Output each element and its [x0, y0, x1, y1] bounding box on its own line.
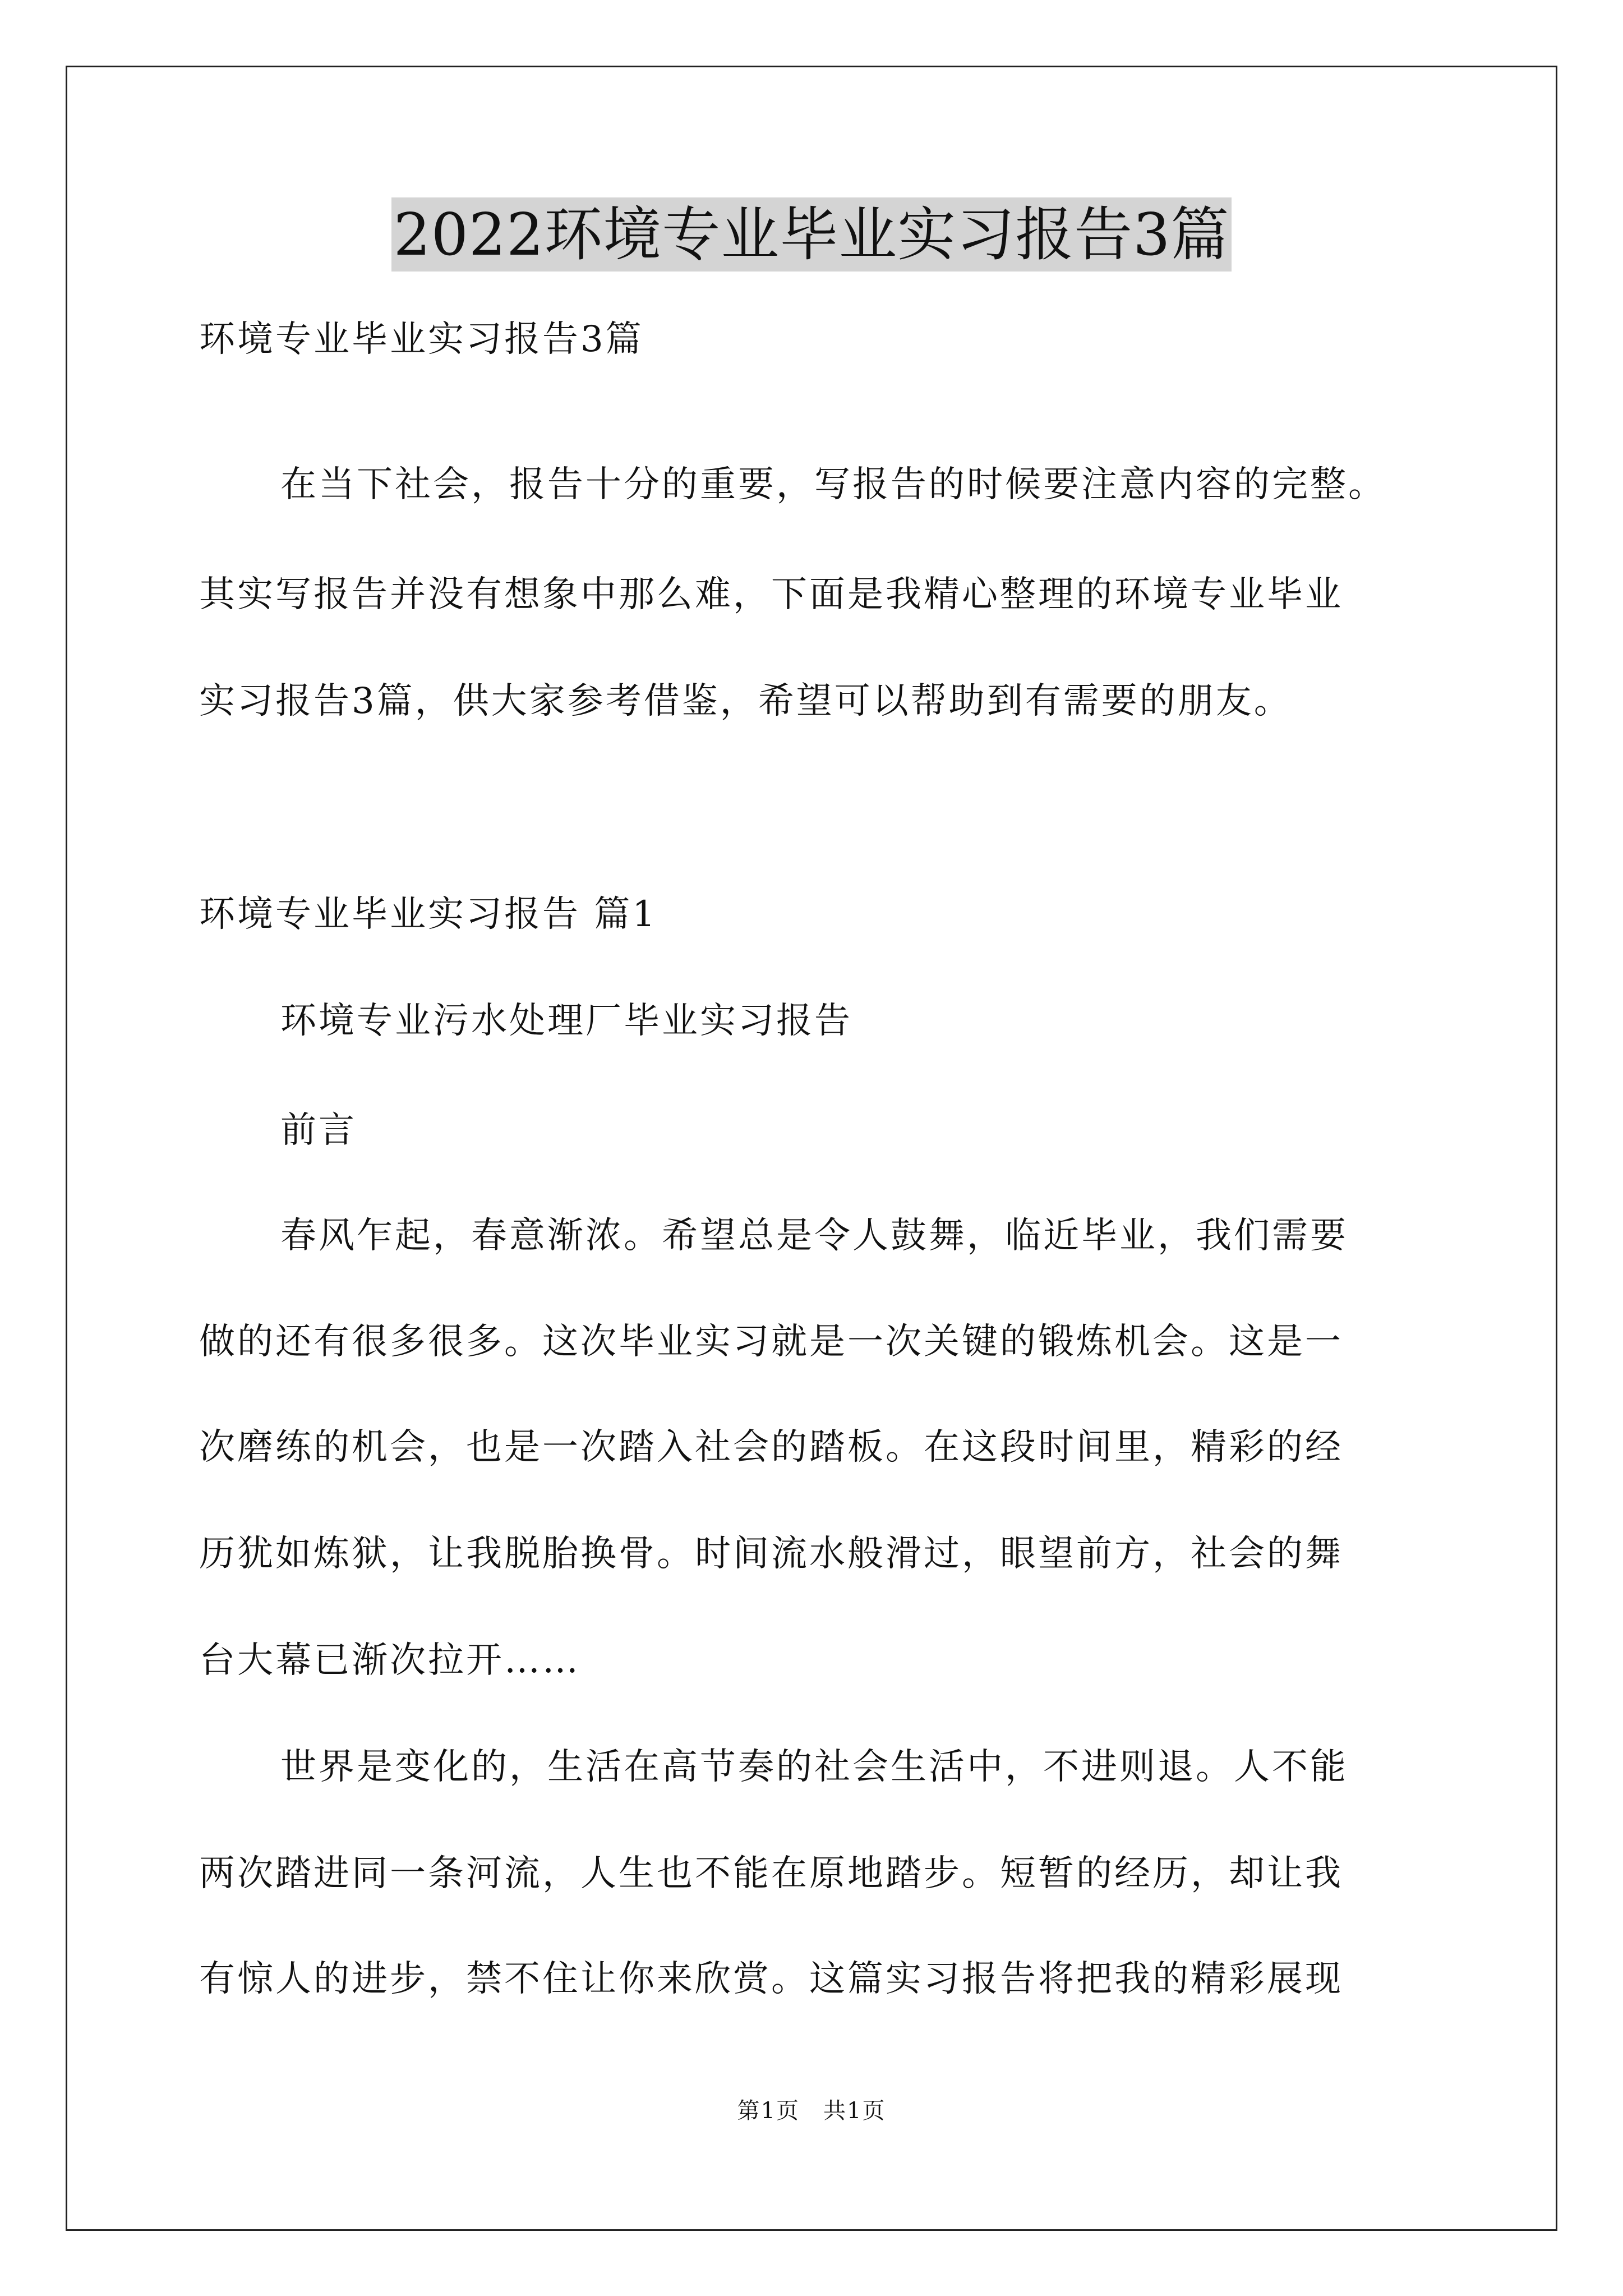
- body-line-2: 做的还有很多很多。这次毕业实习就是一次关键的锻炼机会。这是一: [199, 1321, 1343, 1363]
- body-line-4: 历犹如炼狱，让我脱胎换骨。时间流水般滑过，眼望前方，社会的舞: [199, 1533, 1343, 1575]
- subtitle-line: 环境专业毕业实习报告3篇: [199, 319, 644, 360]
- body-line-5: 台大幕已渐次拉开……: [199, 1640, 580, 1681]
- body-line-1: 春风乍起，春意渐浓。希望总是令人鼓舞，临近毕业，我们需要: [280, 1215, 1348, 1257]
- body-line-8: 有惊人的进步，禁不住让你来欣赏。这篇实习报告将把我的精彩展现: [199, 1958, 1343, 2000]
- intro-line-1: 在当下社会，报告十分的重要，写报告的时候要注意内容的完整。: [280, 464, 1386, 505]
- section-heading: 环境专业毕业实习报告 篇1: [199, 894, 658, 935]
- body-line-7: 两次踏进同一条河流，人生也不能在原地踏步。短暂的经历，却让我: [199, 1853, 1343, 1894]
- page-number-footer: 第1页 共1页: [737, 2098, 886, 2124]
- body-line-3: 次磨练的机会，也是一次踏入社会的踏板。在这段时间里，精彩的经: [199, 1427, 1343, 1468]
- intro-line-2: 其实写报告并没有想象中那么难，下面是我精心整理的环境专业毕业: [199, 574, 1343, 615]
- preface-heading: 前言: [280, 1110, 357, 1151]
- report-title: 环境专业污水处理厂毕业实习报告: [280, 1000, 852, 1042]
- intro-line-3: 实习报告3篇，供大家参考借鉴，希望可以帮助到有需要的朋友。: [199, 680, 1292, 722]
- body-line-6: 世界是变化的，生活在高节奏的社会生活中，不进则退。人不能: [280, 1746, 1348, 1788]
- title-container: [0, 197, 1623, 272]
- document-title: 2022环境专业毕业实习报告3篇: [391, 197, 1232, 272]
